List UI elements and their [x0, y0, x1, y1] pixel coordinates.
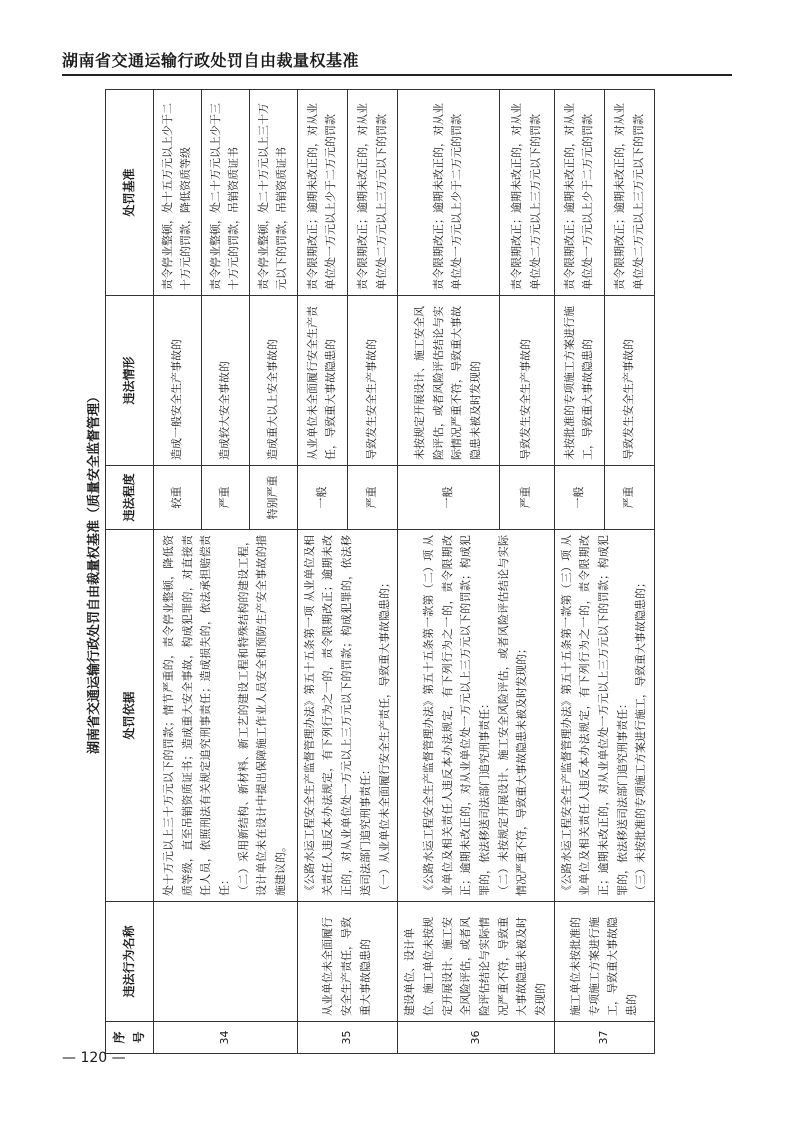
penalty-standards-table: [105, 89, 655, 1054]
violation-name: 建设单位、设计单位、施工单位未按规定开展设计、施工安全风险评估，或者风险评估结论与实际情况严重不符，导致重大事故隐患未被及时发现的: [398, 902, 555, 1022]
header-degree: 违法程度: [106, 466, 154, 530]
table-row: [398, 90, 499, 1054]
penalty-standard: 责令限期改正；逾期未改正的，对从业单位处一万元以上少于二万元的罚款: [554, 90, 604, 296]
violation-situation: 从业单位未全面履行安全生产责任，导致重大事故隐患的: [297, 296, 347, 466]
table-row: [297, 90, 347, 1054]
rotated-table-frame: [85, 90, 713, 1054]
violation-degree: 严重: [201, 466, 249, 530]
table-title: 湖南省交通运输行政处罚自由裁量权基准（质量安全监督管理）: [87, 390, 102, 755]
penalty-basis: [398, 530, 555, 902]
penalty-basis: [153, 530, 297, 902]
penalty-standard: 责令停业整顿，处二十万元以上三十万元以下的罚款，吊销资质证书: [249, 90, 297, 296]
table-row: [153, 90, 201, 1054]
header-rule: [62, 74, 732, 76]
violation-situation: 未按批准的专项施工方案进行施工，导致重大事故隐患的: [554, 296, 604, 466]
header-penalty: 处罚基准: [106, 90, 154, 296]
penalty-standard: 责令限期改正；逾期未改正的，对从业单位处二万元以上三万元以下的罚款: [499, 90, 554, 296]
violation-name: 施工单位未按批准的专项施工方案进行施工，导致重大事故隐患的: [554, 902, 654, 1022]
violation-situation: 造成重大以上安全事故的: [249, 296, 297, 466]
basis-paragraph: 处十万元以上三十万元以下的罚款；情节严重的，责令停业整顿，降低资质等级，直至吊销资质证书；造成重大安全事故，构成犯罪的，对直接责任人员，依照刑法有关规定追究刑事责任；造成损失的，依法承担赔偿责任：: [161, 535, 231, 896]
violation-situation: 导致发生安全生产事故的: [499, 296, 554, 466]
penalty-basis: [297, 530, 397, 902]
penalty-basis: [554, 530, 654, 902]
basis-paragraph: 《公路水运工程安全生产监督管理办法》第五十五条第一款第（三）项 从业单位及相关责任人违反本办法规定，有下列行为之一的，责令限期改正；逾期未改正的，对从业单位处一万元以上三万元以下的罚款；构成犯罪的，依法移送司法部门追究刑事责任：: [559, 535, 629, 896]
basis-paragraph: （三）未按批准的专项施工方案进行施工，导致重大事故隐患的；: [634, 577, 648, 896]
penalty-standard: 责令限期改正；逾期未改正的，对从业单位处二万元以上三万元以下的罚款: [604, 90, 654, 296]
basis-paragraph: （一）从业单位未全面履行安全生产责任，导致重大事故隐患的；: [377, 577, 391, 896]
row-number: 35: [297, 1022, 397, 1054]
violation-degree: 特别严重: [249, 466, 297, 530]
page-number: — 120 —: [62, 1050, 126, 1066]
header-basis: 处罚依据: [106, 530, 154, 902]
penalty-standard: 责令限期改正；逾期未改正的，对从业单位处一万元以上少于二万元的罚款: [297, 90, 347, 296]
penalty-standard: 责令停业整顿，处十五万元以上少于二十万元的罚款，降低资质等级: [153, 90, 201, 296]
row-number: 37: [554, 1022, 654, 1054]
violation-situation: 造成较大安全事故的: [201, 296, 249, 466]
violation-degree: 一般: [554, 466, 604, 530]
header-situation: 违法情形: [106, 296, 154, 466]
penalty-standard: 责令限期改正；逾期未改正的，对从业单位处一万元以上少于二万元的罚款: [398, 90, 499, 296]
violation-degree: 较重: [153, 466, 201, 530]
row-number: 36: [398, 1022, 555, 1054]
penalty-standard: 责令限期改正；逾期未改正的，对从业单位处二万元以上三万元以下的罚款: [348, 90, 398, 296]
violation-situation: 导致发生安全生产事故的: [348, 296, 398, 466]
violation-degree: 严重: [604, 466, 654, 530]
violation-degree: 一般: [297, 466, 347, 530]
basis-paragraph: 《公路水运工程安全生产监督管理办法》第五十五条第一款第（二）项 从业单位及相关责任人违反本办法规定，有下列行为之一的，责令限期改正；逾期未改正的，对从业单位处一万元以上三万元以下的罚款；构成犯罪的，依法移送司法部门追究刑事责任：: [421, 535, 491, 896]
violation-degree: 严重: [499, 466, 554, 530]
rotated-table-region: [85, 90, 713, 1054]
violation-situation: 导致发生安全生产事故的: [604, 296, 654, 466]
violation-name: 从业单位未全面履行安全生产责任，导致重大事故隐患的: [297, 902, 397, 1022]
basis-paragraph: 《公路水运工程安全生产监督管理办法》第五十五条第一项 从业单位及相关责任人违反本办法规定，有下列行为之一的，责令限期改正；逾期未改正的，对从业单位处一万元以上三万元以下的罚款；构成犯罪的，依法移送司法部门追究刑事责任：: [302, 535, 372, 896]
penalty-standard: 责令停业整顿，处二十万元以上少于三十万元的罚款，吊销资质证书: [201, 90, 249, 296]
header-act-name: 违法行为名称: [106, 902, 154, 1022]
table-header-row: [106, 90, 154, 1054]
table-row: [554, 90, 604, 1054]
violation-situation: 造成一般安全生产事故的: [153, 296, 201, 466]
violation-name: [153, 902, 297, 1022]
violation-degree: 严重: [348, 466, 398, 530]
running-header: 湖南省交通运输行政处罚自由裁量权基准: [62, 51, 360, 70]
basis-paragraph: （二）采用新结构、新材料、新工艺的建设工程和特殊结构的建设工程，设计单位未在设计中提出保障施工作业人员安全和预防生产安全事故的措施建议的。: [236, 535, 287, 896]
violation-situation: 未按规定开展设计、施工安全风险评估，或者风险评估结论与实际情况严重不符，导致重大事故隐患未被及时发现的: [398, 296, 499, 466]
violation-degree: 一般: [398, 466, 499, 530]
row-number: 34: [153, 1022, 297, 1054]
header-no: 序号: [106, 1022, 154, 1054]
basis-paragraph: （二）未按规定开展设计、施工安全风险评估，或者风险评估结论与实际情况严重不符，导致重大事故隐患未被及时发现的；: [496, 535, 529, 896]
